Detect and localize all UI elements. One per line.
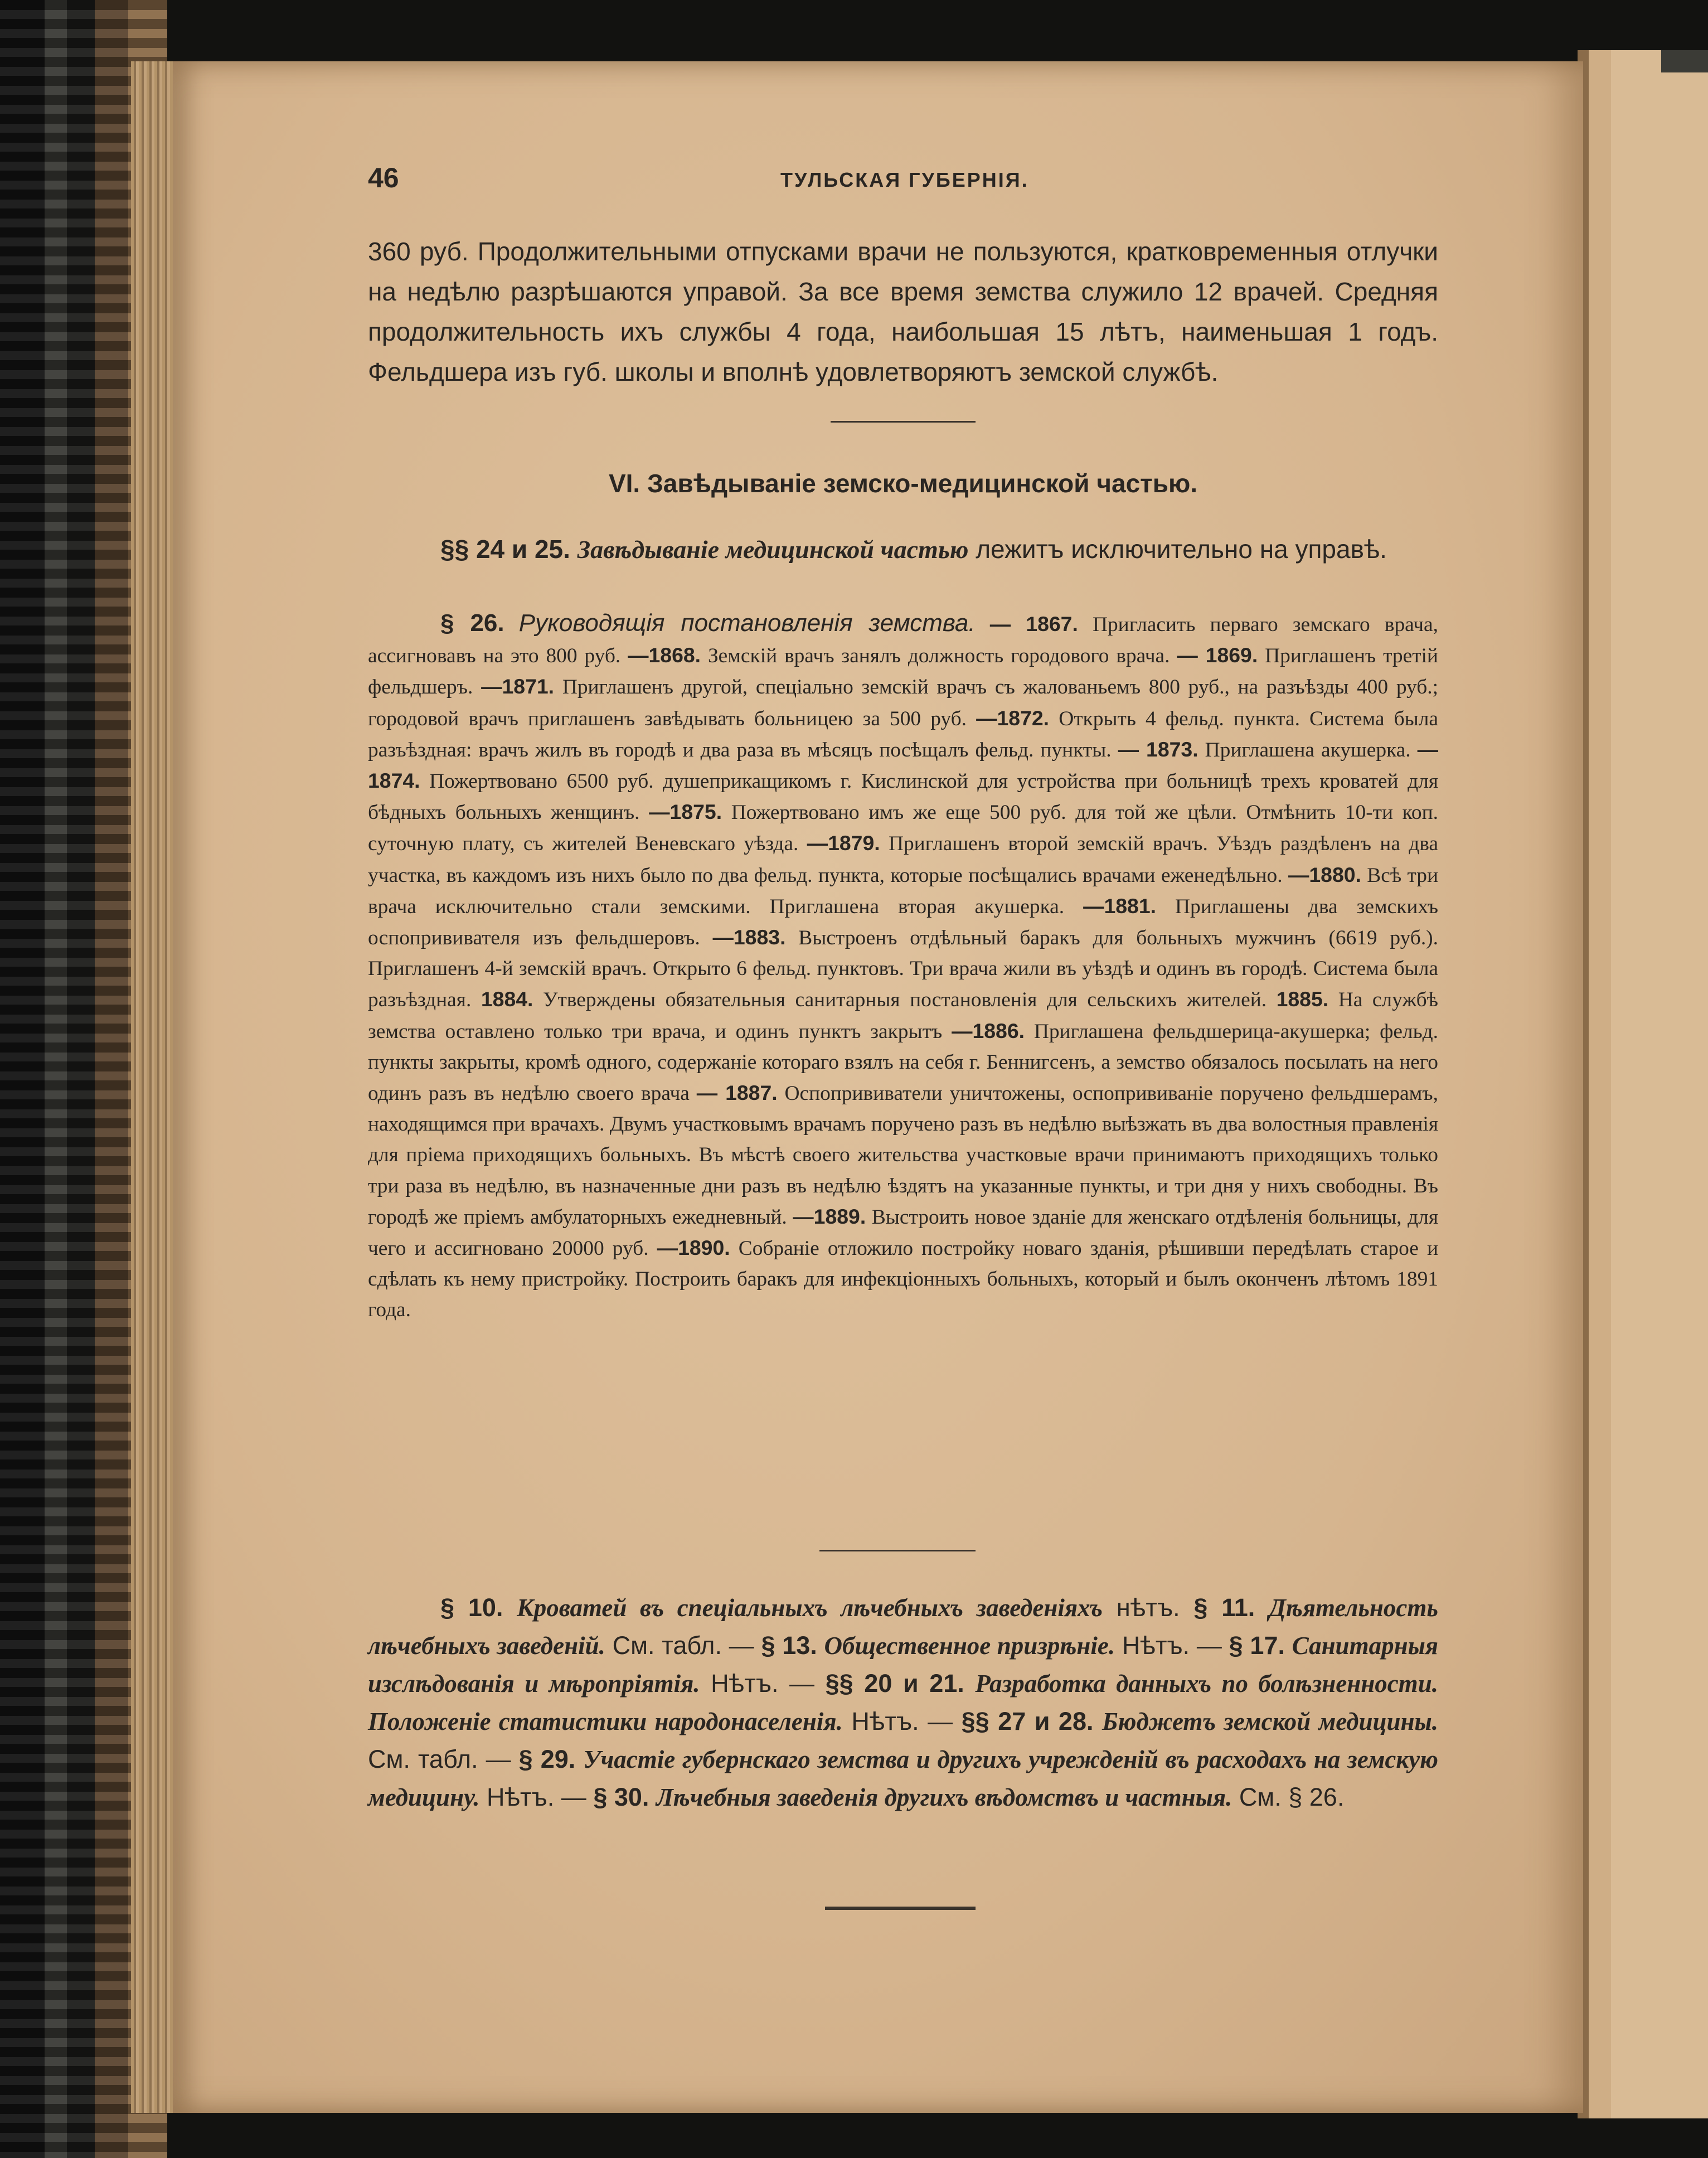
resolution-text: Утверждены обязательныя санитарныя постановленія для сельскихъ жителей. [542,988,1267,1012]
summary-ref: §§ 27 и 28. [961,1707,1094,1735]
summary-ref: § 13. [761,1631,817,1660]
resolution-text: На службѣ земства оставлено только три врача, и одинъ пунктъ закрытъ [368,988,1438,1043]
page-number: 46 [368,162,399,193]
resolution-text: Приглашенъ третій фельдшеръ. [368,644,1438,699]
paragraph-text: лежитъ исключительно на управѣ. [976,535,1387,564]
end-rule [825,1907,976,1910]
summary-text: Нѣтъ. — [851,1707,953,1735]
summary-title: Бюджетъ земской медицины. [1102,1708,1438,1735]
summary-ref: § 29. [518,1745,576,1773]
resolution-year: —1880. [1288,862,1361,886]
resolutions-list [368,613,1438,1321]
separator-rule [831,421,976,423]
resolution-year: —1868. [628,643,701,667]
resolution-year: —1871. [481,675,555,699]
resolution-year: —1889. [793,1204,866,1228]
resolution-year: —1874. [368,737,1438,793]
resolution-year: — 1887. [696,1081,778,1105]
paragraph-title: Завѣдываніе медицинской частью [577,535,969,564]
resolution-text: Пожертвовано 6500 руб. душеприкащикомъ г. Кислинской для устройства при больницѣ трехъ кроватей для бѣдныхъ больныхъ женщинъ. [368,770,1438,825]
summary-ref: §§ 20 и 21. [825,1669,964,1698]
resolution-year: —1883. [712,925,786,949]
page-header [368,162,1438,201]
summary-text: нѣтъ. [1116,1593,1180,1622]
intro-paragraph: 360 руб. Продолжительными отпусками врачи не пользуются, кратковременныя отлучки на недѣлю разрѣшаются управой. За все время земства служило 12 врачей. Средняя продолжительность ихъ службы 4 года, наибольшая 15 лѣтъ, наименьшая 1 годъ. Фельдшера изъ губ. школы и вполнѣ удовлетворяютъ земской службѣ. [368,237,1438,386]
resolution-year: 1884. [481,987,533,1011]
summary-ref: § 30. [593,1783,649,1811]
resolution-year: — 1867. [989,612,1078,636]
resolution-text: Открыть 4 фельд. пункта. Система была разъѣздная: врачъ жилъ въ городѣ и два раза въ мѣсяцъ посѣщалъ фельд. пункты. [368,707,1438,762]
resolution-text: Приглашенъ другой, спеціально земскій врачъ съ жалованьемъ 800 руб., на разъѣзды 400 руб.; городовой врачъ приглашенъ завѣдывать больницею за 500 руб. [368,676,1438,730]
resolution-text: Оспопрививатели уничтожены, оспопрививаніе поручено фельдшерамъ, находящимся при врачахъ. Двумъ участковымъ врачамъ поручено разъ въ недѣлю выѣзжать въ два волостныя правленія для пріема приходящихъ больныхъ. Въ мѣстѣ своего жительства участковые врачи принимаютъ приходящихъ только три раза въ недѣлю, въ назначенные дни разъ въ недѣлю ѣздятъ на указанные пункты, и три дня у нихъ свободны. Въ городѣ же пріемъ амбулаторныхъ ежедневный. [368,1082,1438,1229]
paragraph-ref: §§ 24 и 25. [440,535,570,564]
resolution-text: Собраніе отложило постройку новаго зданія, рѣшивши передѣлать старое и сдѣлать къ нему пристройку. Построить баракъ для инфекціонныхъ больныхъ, который и былъ оконченъ лѣтомъ 1891 года. [368,1237,1438,1322]
summary-paragraph [368,1589,1438,1816]
resolution-text: Пригласить перваго земскаго врача, ассигновавъ на это 800 руб. [368,613,1438,668]
facing-page-edge [1578,50,1708,2118]
resolution-text: Пожертвовано имъ же еще 500 руб. для той же цѣли. Отмѣнить 10-ти коп. суточную плату, съ жителей Веневскаго уѣзда. [368,801,1438,856]
summary-text: Нѣтъ. — [486,1783,586,1811]
resolution-year: —1886. [952,1019,1025,1042]
running-title: ТУЛЬСКАЯ ГУБЕРНІЯ. [780,168,1029,191]
summary-text: См. табл. — [368,1745,511,1773]
resolution-text: Приглашенъ второй земскій врачъ. Уѣздъ раздѣленъ на два участка, въ каждомъ изъ нихъ было по два фельд. пункта, которые посѣщались врачами еженедѣльно. [368,832,1439,887]
summary-text: Нѣтъ. — [711,1669,815,1698]
summary-text: Нѣтъ. — [1122,1631,1222,1660]
resolution-text: Выстроенъ отдѣльный баракъ для больныхъ мужчинъ (6619 руб.). Приглашенъ 4-й земскій врачъ. Открыто 6 фельд. пунктовъ. Три врача жили въ уѣздѣ и одинъ въ городѣ. Система была разъѣздная. [368,927,1438,1012]
paragraph-24-25 [368,530,1438,569]
resolution-text: Приглашена акушерка. [1205,738,1411,762]
separator-rule [819,1550,976,1551]
summary-title: Разработка данныхъ по болѣзненности. Положеніе статистики народонаселенія. [368,1670,1438,1735]
resolution-year: —1875. [649,800,722,824]
resolution-year: —1879. [807,831,880,855]
summary-ref: § 17. [1229,1631,1285,1660]
summary-title: Участіе губернскаго земства и другихъ учрежденій въ расходахъ на земскую медицину. [368,1745,1439,1811]
summary-text: См. табл. — [612,1631,754,1660]
paragraph-26 [368,608,1438,1326]
resolution-year: —1872. [976,706,1050,730]
paragraph-title: Руководящія постановленія земства. [518,609,976,637]
summary-title: Кроватей въ спеціальныхъ лѣчебныхъ заведеніяхъ [517,1594,1103,1622]
section-heading: VI. Завѣдываніе земско-медицинской частью. [608,469,1198,498]
summary-title: Общественное призрѣніе. [824,1632,1115,1660]
summary-title: Санитарныя изслѣдованія и мѣропріятія. [368,1632,1438,1698]
facing-page-tab [1661,50,1708,72]
summary-text: См. § 26. [1239,1783,1345,1811]
resolution-text: Выстроить новое зданіе для женскаго отдѣленія больницы, для чего и ассигновано 20000 руб. [368,1205,1438,1260]
resolution-text: Всѣ три врача исключительно стали земскими. Приглашена вторая акушерка. [368,864,1438,918]
summary-ref: § 11. [1193,1593,1255,1622]
paragraph-ref: § 26. [440,609,504,637]
resolution-year: — 1873. [1118,737,1198,761]
resolution-text: Приглашена фельдшерица-акушерка; фельд. пункты закрыты, кромѣ одного, содержаніе котораго взялъ на себя г. Беннигсенъ, а земство обязалось посылать на него одинъ разъ въ недѣлю своего врача [368,1020,1438,1105]
resolution-year: —1881. [1083,894,1157,918]
resolution-text: Приглашены два земскихъ оспопрививателя изъ фельдшеровъ. [368,895,1438,950]
resolution-year: — 1869. [1177,643,1258,667]
summary-title: Дѣятельность лѣчебныхъ заведеній. [368,1594,1438,1660]
summary-ref: § 10. [440,1593,503,1622]
resolution-year: 1885. [1276,987,1329,1011]
resolution-year: —1890. [657,1236,730,1260]
resolution-text: Земскій врачъ занялъ должность городового врача. [707,644,1170,668]
summary-title: Лѣчебныя заведенія другихъ вѣдомствъ и частныя. [656,1783,1233,1811]
